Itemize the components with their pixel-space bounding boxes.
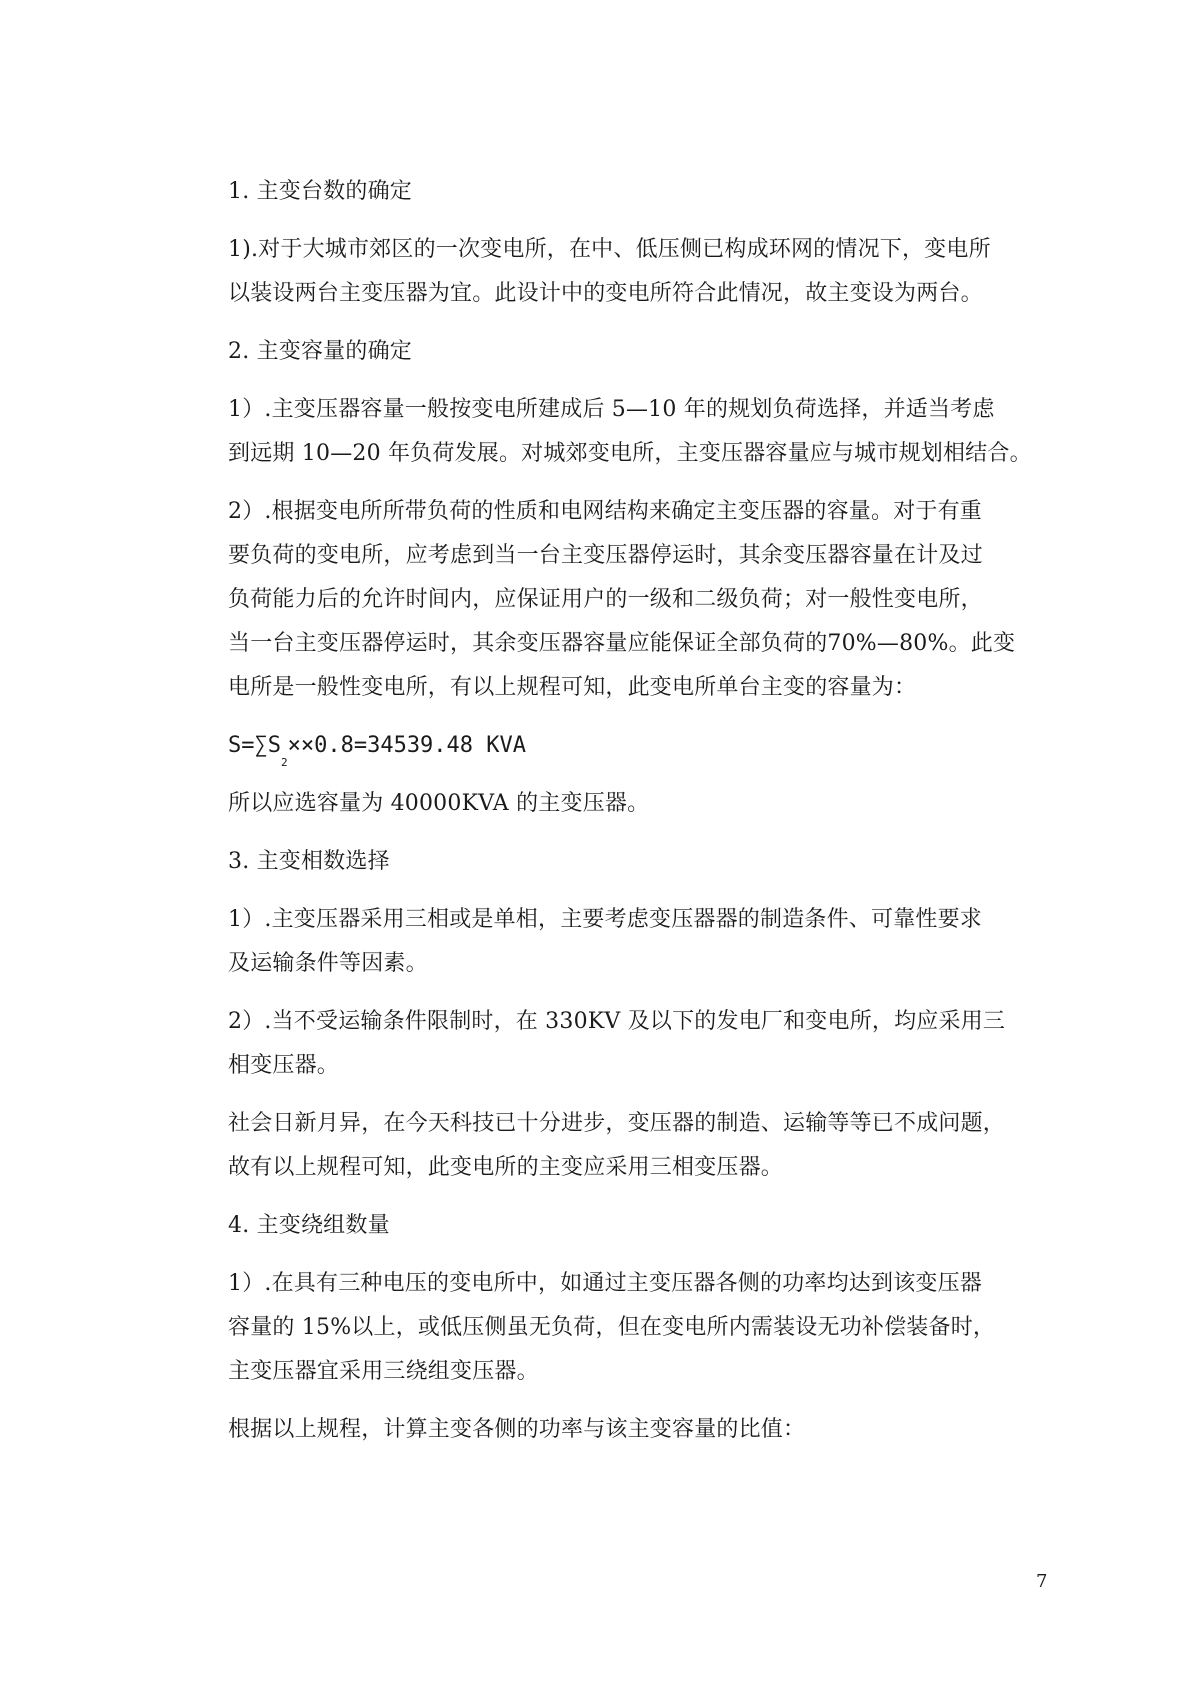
text-line: 社会日新月异，在今天科技已十分进步，变压器的制造、运输等等已不成问题， — [228, 1111, 1006, 1136]
paragraph-4-1 — [228, 1262, 1050, 1394]
text-line: 1）.在具有三种电压的变电所中，如通过主变压器各侧的功率均达到该变压器 — [228, 1271, 982, 1296]
text-line: 容量的 15%以上，或低压侧虽无负荷，但在变电所内需装设无功补偿装备时， — [228, 1315, 996, 1340]
section-heading-4: 4. 主变绕组数量 — [228, 1213, 390, 1238]
formula-subscript: 2 — [280, 756, 288, 769]
document-body — [228, 170, 1050, 1452]
paragraph-3-1 — [228, 898, 1050, 986]
paragraph-1-1 — [228, 228, 1050, 316]
text-line: 电所是一般性变电所，有以上规程可知，此变电所单台主变的容量为： — [228, 675, 917, 700]
text-line: 1）.主变压器采用三相或是单相，主要考虑变压器器的制造条件、可靠性要求 — [228, 907, 982, 932]
formula-prefix: S=∑S — [228, 733, 281, 758]
text-line: 1）.主变压器容量一般按变电所建成后 5—10 年的规划负荷选择，并适当考虑 — [228, 397, 995, 422]
text-line: 及运输条件等因素。 — [228, 951, 428, 976]
text-line: 相变压器。 — [228, 1053, 340, 1078]
paragraph-3-2 — [228, 1000, 1050, 1088]
paragraph-4-2: 根据以上规程，计算主变各侧的功率与该主变容量的比值： — [228, 1417, 806, 1442]
paragraph-2-3: 所以应选容量为 40000KVA 的主变压器。 — [228, 791, 650, 816]
text-line: 以装设两台主变压器为宜。此设计中的变电所符合此情况，故主变设为两台。 — [228, 281, 983, 306]
section-heading-2: 2. 主变容量的确定 — [228, 339, 412, 364]
section-heading-3: 3. 主变相数选择 — [228, 849, 390, 874]
page-number: 7 — [1036, 1571, 1048, 1592]
text-line: 故有以上规程可知，此变电所的主变应采用三相变压器。 — [228, 1155, 784, 1180]
paragraph-2-2 — [228, 490, 1050, 710]
text-line: 2）.根据变电所所带负荷的性质和电网结构来确定主变压器的容量。对于有重 — [228, 499, 982, 524]
paragraph-3-3 — [228, 1102, 1050, 1190]
capacity-formula — [228, 724, 1050, 768]
text-line: 要负荷的变电所，应考虑到当一台主变压器停运时，其余变压器容量在计及过 — [228, 543, 983, 568]
text-line: 2）.当不受运输条件限制时，在 330KV 及以下的发电厂和变电所，均应采用三 — [228, 1009, 1006, 1034]
section-heading-1: 1. 主变台数的确定 — [228, 179, 412, 204]
text-line: 主变压器宜采用三绕组变压器。 — [228, 1359, 539, 1384]
paragraph-2-1 — [228, 388, 1050, 476]
text-line: 到远期 10—20 年负荷发展。对城郊变电所，主变压器容量应与城市规划相结合。 — [228, 441, 1032, 466]
text-line: 负荷能力后的允许时间内，应保证用户的一级和二级负荷；对一般性变电所， — [228, 587, 983, 612]
formula-suffix: ××0.8=34539.48 KVA — [287, 733, 527, 758]
text-line: 当一台主变压器停运时，其余变压器容量应能保证全部负荷的70%—80%。此变 — [228, 631, 1016, 656]
text-line: 1).对于大城市郊区的一次变电所，在中、低压侧已构成环网的情况下，变电所 — [228, 237, 991, 262]
